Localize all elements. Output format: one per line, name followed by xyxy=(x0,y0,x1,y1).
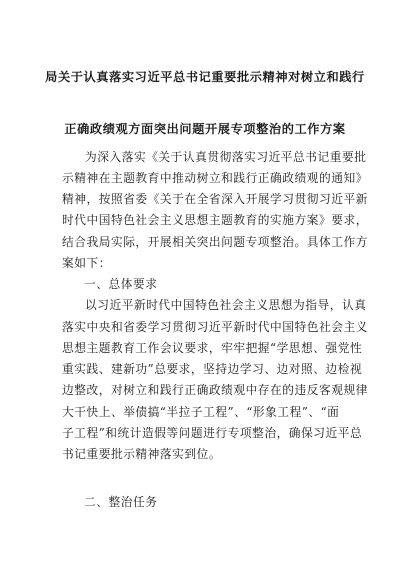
section-1-line: 子工程”和统计造假等问题进行专项整治，确保习近平总 xyxy=(62,426,363,440)
intro-line: 精神，按照省委《关于在全省深入开展学习贯彻习近平新 xyxy=(62,192,368,206)
section-heading-general-requirements: 一、总体要求 xyxy=(84,277,158,291)
section-1-line: 大干快上、举债搞“半拉子工程”、“形象工程”、“面 xyxy=(62,405,340,419)
section-1-line: 边整改，对树立和践行正确政绩观中存在的违反客观规律 xyxy=(62,383,368,397)
document-title-line-1: 局关于认真落实习近平总书记重要批示精神对树立和践行 xyxy=(45,70,365,84)
intro-line: 为深入落实《关于认真贯彻落实习近平总书记重要批 xyxy=(85,150,367,164)
intro-line: 时代中国特色社会主义思想主题教育的实施方案》要求， xyxy=(62,213,368,227)
section-heading-rectification-tasks: 二、整治任务 xyxy=(84,495,158,509)
section-1-line: 思想主题教育工作会议要求，牢牢把握“学思想、强党性 xyxy=(62,341,363,355)
section-1-line: 重实践、建新功”总要求，坚持边学习、边对照、边检视 xyxy=(62,362,363,376)
section-1-line: 落实中央和省委学习贯彻习近平新时代中国特色社会主义 xyxy=(62,320,368,334)
intro-line: 示精神在主题教育中推动树立和践行正确政绩观的通知》 xyxy=(62,171,368,185)
intro-line: 案如下： xyxy=(62,256,111,270)
section-1-line: 书记重要批示精神落实到位。 xyxy=(62,447,222,461)
document-title-line-2: 正确政绩观方面突出问题开展专项整治的工作方案 xyxy=(64,122,346,136)
section-1-line: 以习近平新时代中国特色社会主义思想为指导，认真 xyxy=(85,298,367,312)
intro-line: 结合我局实际，开展相关突出问题专项整治。具体工作方 xyxy=(62,235,368,249)
